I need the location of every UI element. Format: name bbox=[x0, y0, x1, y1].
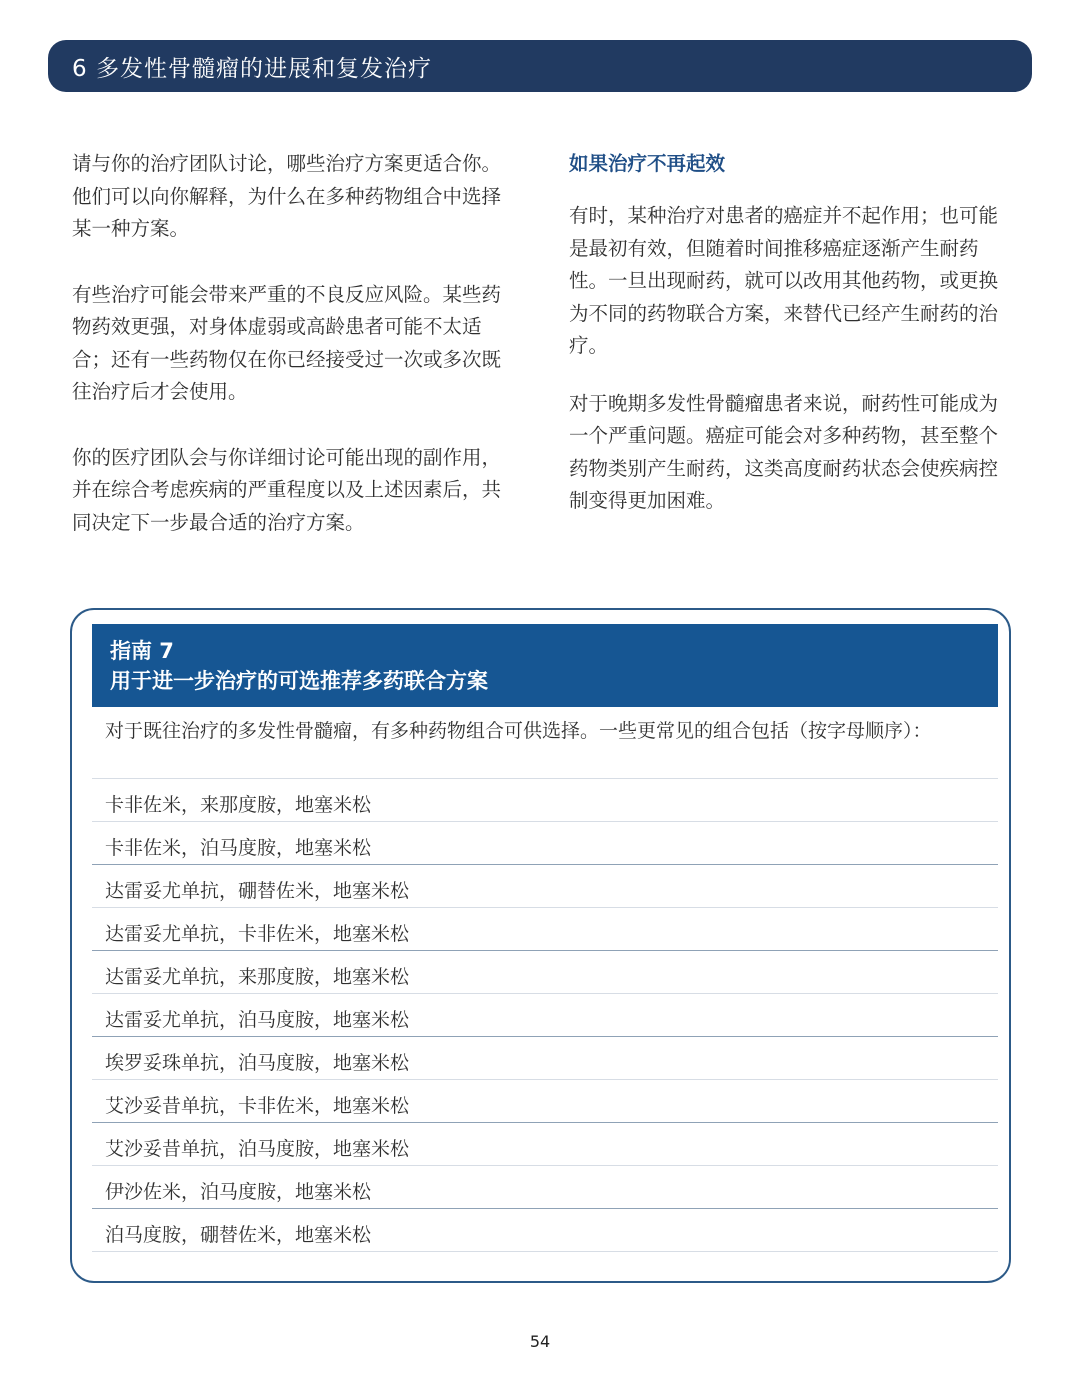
guide-box bbox=[70, 608, 1011, 1283]
paragraph: 请与你的治疗团队讨论，哪些治疗方案更适合你。他们可以向你解释，为什么在多种药物组合中选择某一种方案。 bbox=[72, 152, 502, 240]
combination-row: 达雷妥尤单抗，卡非佐米，地塞米松 bbox=[92, 908, 998, 951]
paragraph: 有时，某种治疗对患者的癌症并不起作用；也可能是最初有效，但随着时间推移癌症逐渐产生耐药性。一旦出现耐药，就可以改用其他药物，或更换为不同的药物联合方案，来替代已经产生耐药的治疗。 bbox=[569, 204, 999, 357]
guide-intro: 对于既往治疗的多发性骨髓瘤，有多种药物组合可供选择。一些更常见的组合包括（按字母顺序）： bbox=[105, 720, 932, 742]
combination-row: 埃罗妥珠单抗，泊马度胺，地塞米松 bbox=[92, 1037, 998, 1080]
paragraph: 有些治疗可能会带来严重的不良反应风险。某些药物药效更强，对身体虚弱或高龄患者可能不太适合；还有一些药物仅在你已经接受过一次或多次既往治疗后才会使用。 bbox=[72, 282, 502, 403]
section-title: 6 多发性骨髓瘤的进展和复发治疗 bbox=[72, 55, 432, 82]
combination-row: 卡非佐米，来那度胺，地塞米松 bbox=[92, 779, 998, 822]
subsection-heading: 如果治疗不再起效 bbox=[569, 152, 726, 175]
combination-row: 艾沙妥昔单抗，卡非佐米，地塞米松 bbox=[92, 1080, 998, 1123]
left-column bbox=[72, 148, 512, 539]
combination-list bbox=[92, 778, 998, 1252]
guide-header bbox=[92, 624, 998, 707]
paragraph: 对于晚期多发性骨髓瘤患者来说，耐药性可能成为一个严重问题。癌症可能会对多种药物，甚至整个药物类别产生耐药，这类高度耐药状态会使疾病控制变得更加困难。 bbox=[569, 391, 999, 512]
combination-row: 卡非佐米，泊马度胺，地塞米松 bbox=[92, 822, 998, 865]
combination-row: 达雷妥尤单抗，硼替佐米，地塞米松 bbox=[92, 865, 998, 908]
guide-label: 指南 7 bbox=[110, 639, 174, 663]
guide-title: 用于进一步治疗的可选推荐多药联合方案 bbox=[110, 669, 488, 693]
combination-row: 达雷妥尤单抗，来那度胺，地塞米松 bbox=[92, 951, 998, 994]
page-number: 54 bbox=[529, 1332, 551, 1351]
section-header-bar bbox=[48, 40, 1032, 92]
right-column bbox=[569, 148, 1009, 518]
paragraph: 你的医疗团队会与你详细讨论可能出现的副作用，并在综合考虑疾病的严重程度以及上述因素后，共同决定下一步最合适的治疗方案。 bbox=[72, 445, 502, 534]
combination-row: 艾沙妥昔单抗，泊马度胺，地塞米松 bbox=[92, 1123, 998, 1166]
combination-row: 伊沙佐米，泊马度胺，地塞米松 bbox=[92, 1166, 998, 1209]
combination-row: 达雷妥尤单抗，泊马度胺，地塞米松 bbox=[92, 994, 998, 1037]
combination-row: 泊马度胺，硼替佐米，地塞米松 bbox=[92, 1209, 998, 1252]
